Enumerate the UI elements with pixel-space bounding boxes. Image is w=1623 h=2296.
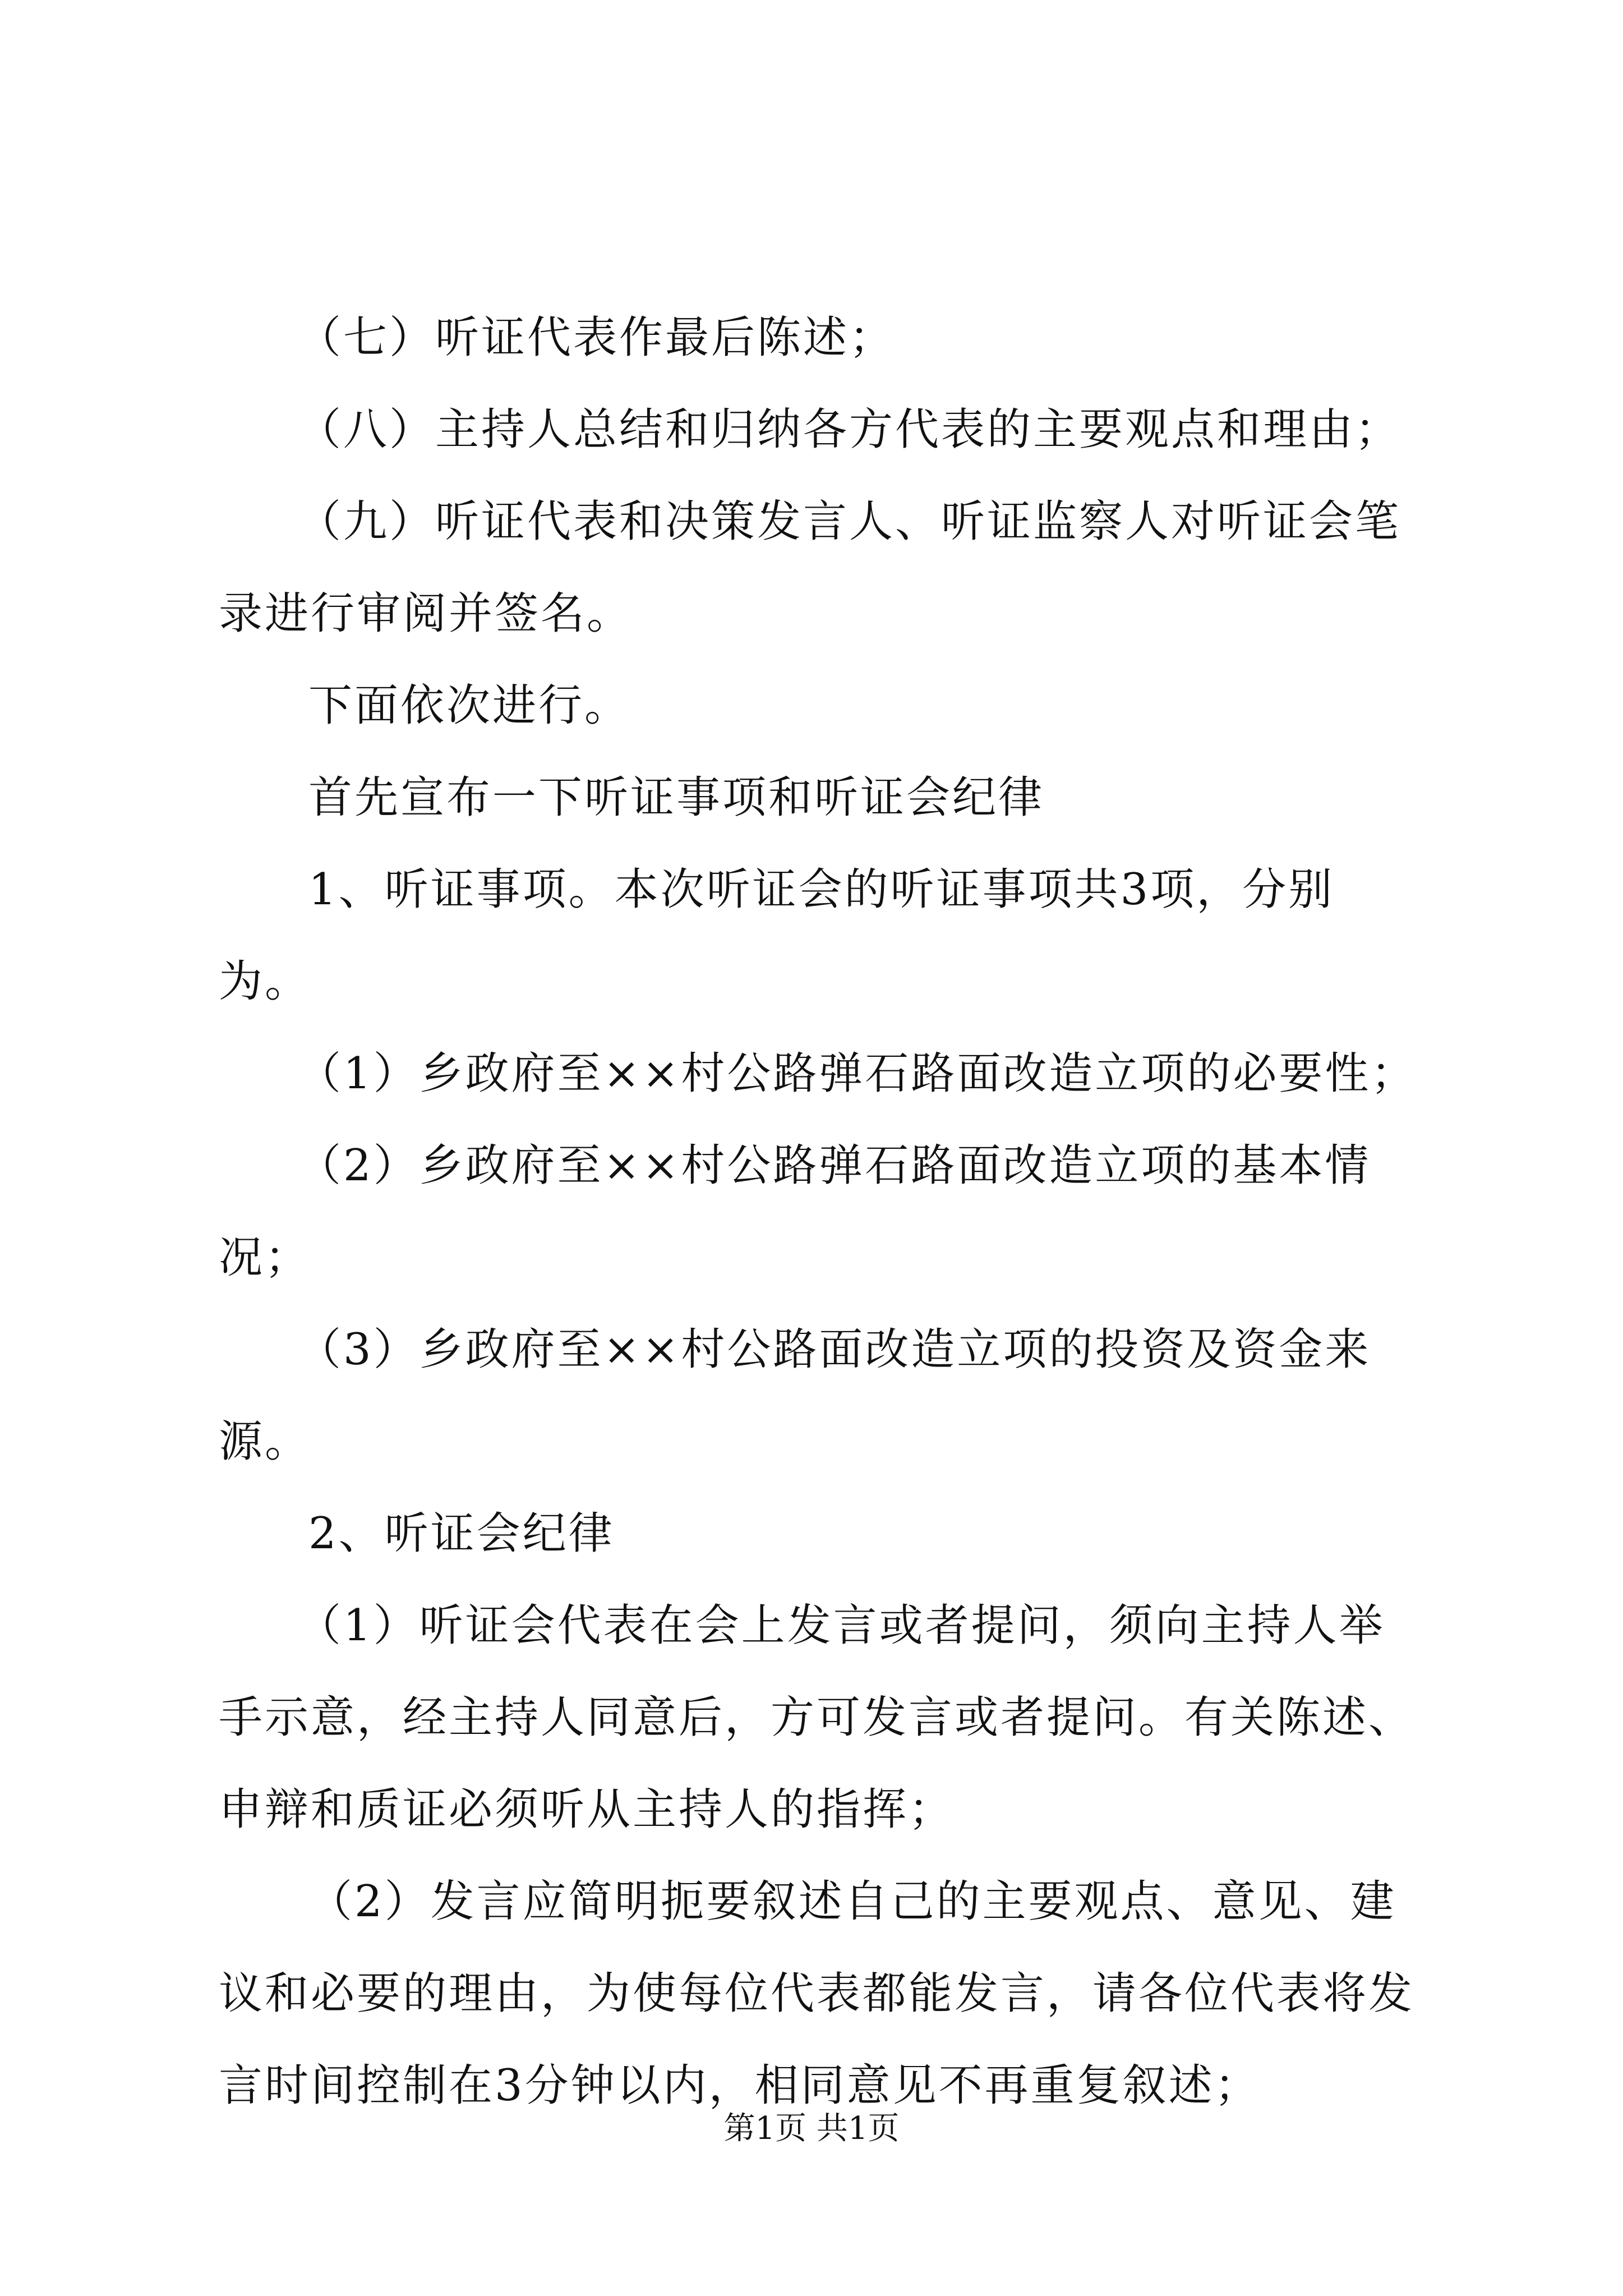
- paragraph-announcement: 首先宣布一下听证事项和听证会纪律: [308, 772, 1045, 823]
- paragraph-discipline-1: （1）听证会代表在会上发言或者提问，须向主持人举手示意，经主持人同意后，方可发言或者提问。有关陈述、申辩和质证必须听从主持人的指挥；: [219, 1600, 1415, 1835]
- page-number-label: 第1页 共1页: [723, 2110, 900, 2147]
- paragraph-matter-3: （3）乡政府至××村公路面改造立项的投资及资金来源。: [219, 1324, 1371, 1467]
- paragraph-hearing-matters: 1、听证事项。本次听证会的听证事项共3项，分别为。: [219, 864, 1335, 1007]
- document-body: [219, 292, 1424, 2132]
- paragraph-step-8: （八）主持人总结和归纳各方代表的主要观点和理由；: [297, 404, 1401, 455]
- paragraph-step-7: （七）听证代表作最后陈述；: [297, 312, 896, 363]
- paragraph-proceed: 下面依次进行。: [308, 680, 631, 731]
- paragraph-matter-1: （1）乡政府至××村公路弹石路面改造立项的必要性；: [297, 1048, 1417, 1099]
- page-footer: [0, 2106, 1623, 2151]
- paragraph-discipline-2: （2）发言应简明扼要叙述自己的主要观点、意见、建议和必要的理由，为使每位代表都能发言，请各位代表将发言时间控制在3分钟以内，相同意见不再重复叙述；: [219, 1876, 1415, 2111]
- paragraph-matter-2: （2）乡政府至××村公路弹石路面改造立项的基本情况；: [219, 1140, 1371, 1283]
- paragraph-step-9: （九）听证代表和决策发言人、听证监察人对听证会笔录进行审阅并签名。: [219, 496, 1401, 639]
- paragraph-hearing-discipline: 2、听证会纪律: [308, 1508, 615, 1559]
